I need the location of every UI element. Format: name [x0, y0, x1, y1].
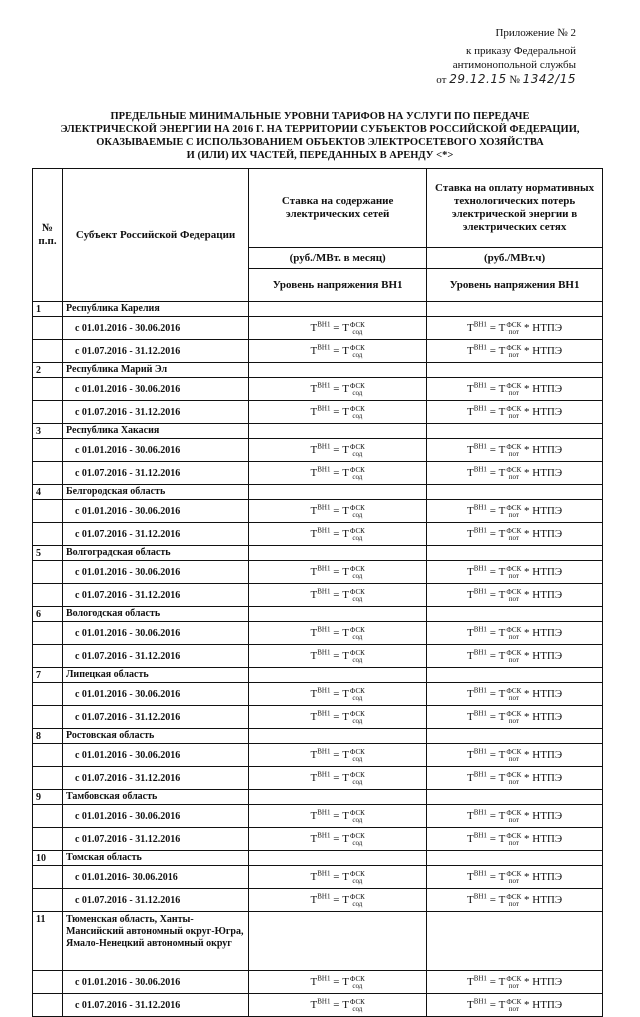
period-label: с 01.07.2016 - 31.12.2016: [62, 889, 248, 912]
empty-cell: [249, 912, 427, 971]
formula: $Т^{ВН1} = Т$ ФСК сод: [310, 869, 365, 885]
region-row: [33, 790, 603, 805]
formula: $Т^{ВН1} = Т$ ФСК пот * НТПЭ: [466, 997, 563, 1013]
loss-rate-formula: [427, 706, 603, 729]
empty-cell: [427, 485, 603, 500]
region-name: Волгоградская область: [62, 546, 248, 561]
empty-cell: [33, 317, 63, 340]
empty-cell: [33, 378, 63, 401]
order-line-1: к приказу Федеральной: [466, 45, 576, 57]
empty-cell: [249, 424, 427, 439]
period-row: [33, 340, 603, 363]
row-number: 3: [33, 424, 63, 439]
period-label: с 01.01.2016 - 30.06.2016: [62, 500, 248, 523]
empty-cell: [33, 706, 63, 729]
maintenance-rate-formula: [249, 971, 427, 994]
loss-rate-formula: [427, 828, 603, 851]
period-label: с 01.01.2016 - 30.06.2016: [62, 378, 248, 401]
formula: $Т^{ВН1} = Т$ ФСК пот * НТПЭ: [466, 503, 563, 519]
empty-cell: [249, 302, 427, 317]
region-row: [33, 851, 603, 866]
period-label: с 01.07.2016 - 31.12.2016: [62, 523, 248, 546]
formula: $Т^{ВН1} = Т$ ФСК пот * НТПЭ: [466, 404, 563, 420]
empty-cell: [33, 994, 63, 1017]
loss-rate-formula: [427, 622, 603, 645]
formula: $Т^{ВН1} = Т$ ФСК сод: [310, 381, 365, 397]
maintenance-rate-formula: [249, 744, 427, 767]
loss-rate-formula: [427, 439, 603, 462]
period-label: с 01.07.2016 - 31.12.2016: [62, 645, 248, 668]
period-row: [33, 523, 603, 546]
maintenance-rate-formula: [249, 994, 427, 1017]
formula: $Т^{ВН1} = Т$ ФСК пот * НТПЭ: [466, 625, 563, 641]
period-label: с 01.01.2016 - 30.06.2016: [62, 744, 248, 767]
loss-rate-formula: [427, 401, 603, 424]
title-line-2: ЭЛЕКТРИЧЕСКОЙ ЭНЕРГИИ НА 2016 Г. НА ТЕРРИТОРИИ СУБЪЕКТОВ РОССИЙСКОЙ ФЕДЕРАЦИИ,: [60, 124, 580, 135]
period-label: с 01.07.2016 - 31.12.2016: [62, 828, 248, 851]
empty-cell: [33, 561, 63, 584]
region-name: Белгородская область: [62, 485, 248, 500]
maintenance-rate-formula: [249, 439, 427, 462]
title-line-3: ОКАЗЫВАЕМЫЕ С ИСПОЛЬЗОВАНИЕМ ОБЪЕКТОВ ЭЛЕКТРОСЕТЕВОГО ХОЗЯЙСТВА: [96, 137, 544, 148]
empty-cell: [249, 485, 427, 500]
period-row: [33, 401, 603, 424]
empty-cell: [33, 500, 63, 523]
loss-rate-formula: [427, 971, 603, 994]
level-losses: Уровень напряжения ВН1: [427, 269, 603, 302]
region-row: [33, 424, 603, 439]
formula: $Т^{ВН1} = Т$ ФСК пот * НТПЭ: [466, 381, 563, 397]
region-row: [33, 668, 603, 683]
maintenance-rate-formula: [249, 866, 427, 889]
formula: $Т^{ВН1} = Т$ ФСК сод: [310, 320, 365, 336]
period-row: [33, 317, 603, 340]
empty-cell: [33, 866, 63, 889]
empty-cell: [33, 622, 63, 645]
order-number-label: №: [509, 74, 520, 86]
formula: $Т^{ВН1} = Т$ ФСК сод: [310, 808, 365, 824]
maintenance-rate-formula: [249, 767, 427, 790]
row-number: 2: [33, 363, 63, 378]
region-row: [33, 485, 603, 500]
period-label: с 01.01.2016 - 30.06.2016: [62, 317, 248, 340]
period-label: с 01.07.2016 - 31.12.2016: [62, 767, 248, 790]
empty-cell: [33, 584, 63, 607]
region-name: Республика Карелия: [62, 302, 248, 317]
empty-cell: [427, 302, 603, 317]
empty-cell: [427, 668, 603, 683]
loss-rate-formula: [427, 889, 603, 912]
empty-cell: [249, 729, 427, 744]
title-line-4: И (ИЛИ) ИХ ЧАСТЕЙ, ПЕРЕДАННЫХ В АРЕНДУ <*>: [186, 150, 454, 161]
period-row: [33, 462, 603, 485]
maintenance-rate-formula: [249, 317, 427, 340]
row-number: 9: [33, 790, 63, 805]
maintenance-rate-formula: [249, 622, 427, 645]
period-row: [33, 767, 603, 790]
appendix-label: Приложение № 2: [495, 27, 576, 39]
empty-cell: [249, 668, 427, 683]
period-label: с 01.07.2016 - 31.12.2016: [62, 462, 248, 485]
maintenance-rate-formula: [249, 462, 427, 485]
empty-cell: [249, 363, 427, 378]
formula: $Т^{ВН1} = Т$ ФСК сод: [310, 892, 365, 908]
period-row: [33, 584, 603, 607]
empty-cell: [427, 790, 603, 805]
document-title: [40, 110, 600, 162]
unit-losses: (руб./МВт.ч): [427, 248, 603, 269]
maintenance-rate-formula: [249, 401, 427, 424]
region-name: Вологодская область: [62, 607, 248, 622]
row-number: 6: [33, 607, 63, 622]
maintenance-rate-formula: [249, 523, 427, 546]
header-subject: Субъект Российской Федерации: [62, 169, 248, 302]
loss-rate-formula: [427, 805, 603, 828]
maintenance-rate-formula: [249, 828, 427, 851]
tariff-table-body: [33, 302, 603, 1017]
loss-rate-formula: [427, 340, 603, 363]
period-label: с 01.01.2016 - 30.06.2016: [62, 971, 248, 994]
formula: $Т^{ВН1} = Т$ ФСК пот * НТПЭ: [466, 686, 563, 702]
formula: $Т^{ВН1} = Т$ ФСК сод: [310, 503, 365, 519]
period-label: с 01.01.2016 - 30.06.2016: [62, 622, 248, 645]
empty-cell: [249, 607, 427, 622]
period-row: [33, 683, 603, 706]
formula: $Т^{ВН1} = Т$ ФСК сод: [310, 442, 365, 458]
maintenance-rate-formula: [249, 561, 427, 584]
maintenance-rate-formula: [249, 340, 427, 363]
empty-cell: [33, 401, 63, 424]
empty-cell: [33, 767, 63, 790]
region-name: Республика Хакасия: [62, 424, 248, 439]
maintenance-rate-formula: [249, 805, 427, 828]
period-label: с 01.01.2016 - 30.06.2016: [62, 439, 248, 462]
loss-rate-formula: [427, 584, 603, 607]
formula: $Т^{ВН1} = Т$ ФСК пот * НТПЭ: [466, 320, 563, 336]
region-name: Томская область: [62, 851, 248, 866]
region-name: Республика Марий Эл: [62, 363, 248, 378]
maintenance-rate-formula: [249, 378, 427, 401]
empty-cell: [33, 889, 63, 912]
empty-cell: [33, 523, 63, 546]
region-row: [33, 729, 603, 744]
empty-cell: [427, 912, 603, 971]
formula: $Т^{ВН1} = Т$ ФСК пот * НТПЭ: [466, 587, 563, 603]
header-rate-losses: Ставка на оплату нормативных технологических потерь электрической энергии в электрических сетях: [427, 169, 603, 248]
region-name: Тамбовская область: [62, 790, 248, 805]
formula: $Т^{ВН1} = Т$ ФСК пот * НТПЭ: [466, 747, 563, 763]
formula: $Т^{ВН1} = Т$ ФСК пот * НТПЭ: [466, 465, 563, 481]
order-line-2: антимонопольной службы: [452, 59, 576, 71]
level-maintenance: Уровень напряжения ВН1: [249, 269, 427, 302]
loss-rate-formula: [427, 523, 603, 546]
row-number: 1: [33, 302, 63, 317]
loss-rate-formula: [427, 767, 603, 790]
formula: $Т^{ВН1} = Т$ ФСК сод: [310, 686, 365, 702]
region-row: [33, 607, 603, 622]
region-row: [33, 363, 603, 378]
period-row: [33, 866, 603, 889]
region-name: Ростовская область: [62, 729, 248, 744]
formula: $Т^{ВН1} = Т$ ФСК пот * НТПЭ: [466, 442, 563, 458]
period-row: [33, 378, 603, 401]
period-label: с 01.01.2016 - 30.06.2016: [62, 683, 248, 706]
formula: $Т^{ВН1} = Т$ ФСК пот * НТПЭ: [466, 709, 563, 725]
formula: $Т^{ВН1} = Т$ ФСК сод: [310, 564, 365, 580]
period-row: [33, 828, 603, 851]
loss-rate-formula: [427, 378, 603, 401]
region-row: [33, 546, 603, 561]
loss-rate-formula: [427, 645, 603, 668]
header-number: № п.п.: [33, 169, 63, 302]
formula: $Т^{ВН1} = Т$ ФСК пот * НТПЭ: [466, 892, 563, 908]
order-number-handwritten: 1342/15: [522, 72, 576, 86]
maintenance-rate-formula: [249, 683, 427, 706]
period-label: с 01.07.2016 - 31.12.2016: [62, 401, 248, 424]
formula: $Т^{ВН1} = Т$ ФСК сод: [310, 709, 365, 725]
loss-rate-formula: [427, 994, 603, 1017]
empty-cell: [427, 424, 603, 439]
loss-rate-formula: [427, 744, 603, 767]
empty-cell: [33, 744, 63, 767]
row-number: 11: [33, 912, 63, 971]
order-date-line: [436, 72, 576, 87]
formula: $Т^{ВН1} = Т$ ФСК пот * НТПЭ: [466, 526, 563, 542]
loss-rate-formula: [427, 683, 603, 706]
tariff-table: [32, 168, 603, 1017]
empty-cell: [33, 439, 63, 462]
period-row: [33, 622, 603, 645]
empty-cell: [33, 971, 63, 994]
formula: $Т^{ВН1} = Т$ ФСК пот * НТПЭ: [466, 648, 563, 664]
period-row: [33, 561, 603, 584]
row-number: 4: [33, 485, 63, 500]
region-row: [33, 912, 603, 971]
maintenance-rate-formula: [249, 645, 427, 668]
empty-cell: [33, 683, 63, 706]
formula: $Т^{ВН1} = Т$ ФСК сод: [310, 587, 365, 603]
region-name: Тюменская область, Ханты-Мансийский автономный округ-Югра, Ямало-Ненецкий автономный округ: [62, 912, 248, 971]
formula: $Т^{ВН1} = Т$ ФСК пот * НТПЭ: [466, 808, 563, 824]
order-from-label: от: [436, 74, 447, 86]
empty-cell: [249, 790, 427, 805]
row-number: 10: [33, 851, 63, 866]
empty-cell: [33, 462, 63, 485]
order-date-handwritten: 29.12.15: [449, 72, 507, 86]
formula: $Т^{ВН1} = Т$ ФСК пот * НТПЭ: [466, 564, 563, 580]
formula: $Т^{ВН1} = Т$ ФСК сод: [310, 997, 365, 1013]
title-line-1: ПРЕДЕЛЬНЫЕ МИНИМАЛЬНЫЕ УРОВНИ ТАРИФОВ НА УСЛУГИ ПО ПЕРЕДАЧЕ: [110, 111, 530, 122]
formula: $Т^{ВН1} = Т$ ФСК сод: [310, 831, 365, 847]
formula: $Т^{ВН1} = Т$ ФСК пот * НТПЭ: [466, 770, 563, 786]
period-row: [33, 439, 603, 462]
loss-rate-formula: [427, 561, 603, 584]
empty-cell: [427, 851, 603, 866]
formula: $Т^{ВН1} = Т$ ФСК пот * НТПЭ: [466, 831, 563, 847]
formula: $Т^{ВН1} = Т$ ФСК сод: [310, 343, 365, 359]
empty-cell: [33, 645, 63, 668]
formula: $Т^{ВН1} = Т$ ФСК сод: [310, 465, 365, 481]
formula: $Т^{ВН1} = Т$ ФСК пот * НТПЭ: [466, 869, 563, 885]
formula: $Т^{ВН1} = Т$ ФСК пот * НТПЭ: [466, 974, 563, 990]
empty-cell: [427, 607, 603, 622]
region-name: Липецкая область: [62, 668, 248, 683]
empty-cell: [249, 546, 427, 561]
empty-cell: [33, 828, 63, 851]
empty-cell: [427, 729, 603, 744]
period-label: с 01.07.2016 - 31.12.2016: [62, 706, 248, 729]
header-rate-maintenance: Ставка на содержание электрических сетей: [249, 169, 427, 248]
period-row: [33, 706, 603, 729]
period-row: [33, 500, 603, 523]
formula: $Т^{ВН1} = Т$ ФСК сод: [310, 974, 365, 990]
period-row: [33, 994, 603, 1017]
period-row: [33, 889, 603, 912]
period-row: [33, 971, 603, 994]
loss-rate-formula: [427, 462, 603, 485]
unit-maintenance: (руб./МВт. в месяц): [249, 248, 427, 269]
order-reference: [453, 44, 576, 72]
formula: $Т^{ВН1} = Т$ ФСК пот * НТПЭ: [466, 343, 563, 359]
period-label: с 01.01.2016 - 30.06.2016: [62, 561, 248, 584]
loss-rate-formula: [427, 500, 603, 523]
formula: $Т^{ВН1} = Т$ ФСК сод: [310, 404, 365, 420]
formula: $Т^{ВН1} = Т$ ФСК сод: [310, 770, 365, 786]
empty-cell: [427, 363, 603, 378]
period-label: с 01.07.2016 - 31.12.2016: [62, 994, 248, 1017]
row-number: 7: [33, 668, 63, 683]
row-number: 5: [33, 546, 63, 561]
period-label: с 01.01.2016 - 30.06.2016: [62, 805, 248, 828]
period-label: с 01.07.2016 - 31.12.2016: [62, 584, 248, 607]
maintenance-rate-formula: [249, 500, 427, 523]
empty-cell: [33, 340, 63, 363]
formula: $Т^{ВН1} = Т$ ФСК сод: [310, 747, 365, 763]
loss-rate-formula: [427, 317, 603, 340]
maintenance-rate-formula: [249, 889, 427, 912]
loss-rate-formula: [427, 866, 603, 889]
formula: $Т^{ВН1} = Т$ ФСК сод: [310, 526, 365, 542]
period-row: [33, 645, 603, 668]
maintenance-rate-formula: [249, 706, 427, 729]
period-label: с 01.07.2016 - 31.12.2016: [62, 340, 248, 363]
maintenance-rate-formula: [249, 584, 427, 607]
region-row: [33, 302, 603, 317]
row-number: 8: [33, 729, 63, 744]
formula: $Т^{ВН1} = Т$ ФСК сод: [310, 625, 365, 641]
empty-cell: [33, 805, 63, 828]
formula: $Т^{ВН1} = Т$ ФСК сод: [310, 648, 365, 664]
empty-cell: [249, 851, 427, 866]
period-label: с 01.01.2016- 30.06.2016: [62, 866, 248, 889]
period-row: [33, 744, 603, 767]
empty-cell: [427, 546, 603, 561]
period-row: [33, 805, 603, 828]
